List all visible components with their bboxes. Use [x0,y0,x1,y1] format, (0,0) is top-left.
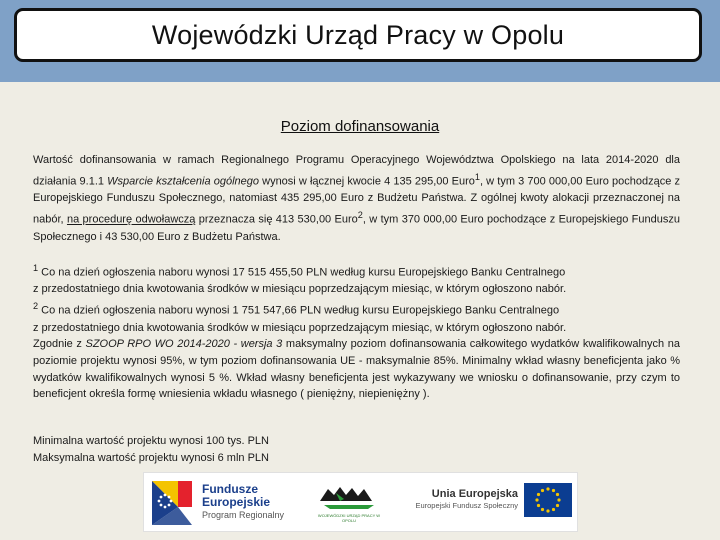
fe-line-3: Program Regionalny [202,510,285,520]
paragraph-funding-level [33,336,680,403]
max-project-value: Maksymalna wartość projektu wynosi 6 mln PLN [33,451,269,464]
p2-italic-doc: SZOOP RPO WO 2014-2020 - wersja 3 [85,338,283,350]
p1-text-5: , w tym 370 000,00 Euro pochodzące z Europejskiego Funduszu Społecznego i 43 530,00 Euro z Budżetu Państwa. [33,213,680,243]
p1-italic-action: Wsparcie kształcenia ogólnego [107,175,259,188]
fe-line-2: Europejskie [202,495,271,509]
page-title: Wojewódzki Urząd Pracy w Opolu [151,19,565,50]
min-project-value: Minimalna wartość projektu wynosi 100 tys. PLN [33,435,269,447]
footnote-2-line-a [33,298,680,319]
fundusze-europejskie-logo [148,477,298,529]
fe-text-block [202,483,284,521]
ue-line-2: Europejski Fundusz Społeczny [415,501,518,510]
content-area [0,82,720,470]
paragraph-project-value [33,433,680,467]
wup-hands-icon [314,479,384,513]
footnote-1-text-a: Co na dzień ogłoszenia naboru wynosi 17 515 455,50 PLN według kursu Europejskiego Banku Centralnego [38,266,566,279]
footnote-ref-2: 2 [357,210,363,221]
fe-star-icon [148,477,196,529]
p1-underlined-appeal: na procedurę odwoławczą [66,213,196,226]
p1-text-1: Wartość dofinansowania w ramach Regionalnego Programu Operacyjnego Województwa Opolskiego na lata 2014-2020 dla działania 9.1.1 [33,154,680,188]
ue-text-block [406,488,518,511]
footnotes [33,260,680,337]
paragraph-funding-amount [33,152,680,245]
header-title-box [14,8,702,62]
footnote-ref-1: 1 [474,171,480,182]
fe-line-1: Fundusze [202,482,258,496]
wup-caption: WOJEWÓDZKI URZĄD PRACY W OPOLU [317,513,381,523]
funding-logos-bar [143,472,578,532]
footnote-2-mark: 2 [33,301,39,312]
footnote-2-line-b: z przedostatniego dnia kwotowania środków w miesiącu poprzedzającym miesiąc, w którym ogłoszono nabór. [33,321,567,334]
footnote-1-line-b: z przedostatniego dnia kwotowania środków w miesiącu poprzedzającym miesiąc, w którym ogłoszono nabór. [33,283,567,296]
footnote-1-mark: 1 [33,263,39,273]
p2-text-1: Zgodnie z [33,338,86,350]
footnote-2-text-a: Co na dzień ogłoszenia naboru wynosi 1 751 547,66 PLN według kursu Europejskiego Banku Centralnego [38,304,560,317]
p1-text-4: przeznacza się 413 530,00 Euro [195,213,358,226]
p1-text-2: wynosi w łącznej kwocie 4 135 295,00 Euro [258,175,475,188]
wup-opole-logo [314,479,384,527]
ue-line-1: Unia Europejska [431,488,518,500]
eu-flag-icon [524,483,572,517]
footnote-1-line-a [33,260,680,281]
p2-text-2: maksymalny poziom dofinansowania całkowitego wydatków kwalifikowalnych na poziomie projektu wynosi 95%, w tym poziom dofinansowania UE - maksymalnie 85%. Minimalny wkład własny beneficjenta jako % wydatków kwalifikowalnych wynosi 5 %. Wkład własny beneficjenta jest wykazywany we wniosku o dofinansowanie, przy czym to beneficjent określa formę wniesienia wkładu własnego ( pieniężny, niepieniężny ). [33,338,680,401]
section-title: Poziom dofinansowania [280,118,440,135]
p1-text-3: , w tym 3 700 000,00 Euro pochodzące z Europejskiego Funduszu Społecznego, natomiast 435 295,00 Euro z Budżetu Państwa. Z ogólnej kwoty alokacji przeznaczonej na nabór, [33,175,681,226]
